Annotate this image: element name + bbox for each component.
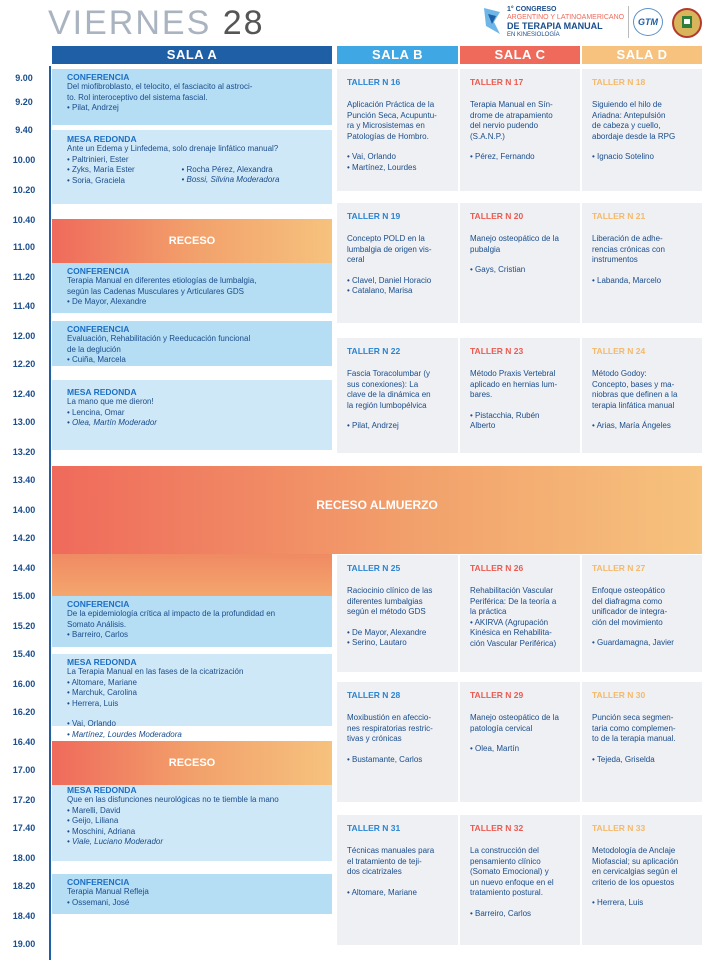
session-a-1 (52, 69, 332, 125)
time-label: 10.00 (12, 155, 36, 165)
session-title-1: Del miofibroblasto, el telocito, el fasciacito al astroci- (67, 82, 253, 91)
moderator: • Martínez, Lourdes Moderadora (67, 729, 182, 739)
workshop-speaker: • De Mayor, Alexandre (347, 627, 427, 637)
workshop-title-line: pubalgia (470, 244, 501, 254)
time-label: 17.20 (12, 795, 36, 805)
speaker: • Altomare, Mariane (67, 677, 137, 687)
workshop-title-line: Raciocinio clínico de las (347, 586, 433, 595)
room-header-c: SALA C (460, 46, 580, 64)
workshop-title-line: Kinésica en Rehabilita- (470, 628, 552, 637)
workshop-id: TALLER N 20 (470, 211, 524, 221)
workshop-id: TALLER N 18 (592, 77, 646, 87)
time-label: 9.20 (15, 97, 33, 107)
session-title: Ante un Edema y Linfedema, solo drenaje linfático manual? (67, 144, 279, 153)
spacer (347, 142, 452, 152)
logo-line-4: EN KINESIOLOGÍA (507, 32, 560, 38)
workshop-title-line: Fascia Toracolumbar (y (347, 369, 430, 378)
session-a-5 (52, 380, 332, 450)
spacer (470, 401, 574, 411)
workshop-card (337, 555, 458, 672)
workshop-title-line: Ariadna: Antepulsión (592, 110, 666, 120)
session-type: CONFERENCIA (67, 324, 130, 334)
workshop-card (460, 338, 580, 453)
time-label: 15.40 (12, 649, 36, 659)
workshop-title-line: pensamiento clínico (470, 856, 541, 866)
session-title-1: Evaluación, Rehabilitación y Reeducación funcional (67, 334, 251, 343)
session-type: CONFERENCIA (67, 599, 130, 609)
workshop-speaker: • Pistacchia, Rubén (470, 410, 540, 420)
logo-divider (628, 6, 629, 38)
workshop-title-line: diferentes lumbalgias (347, 596, 423, 606)
workshop-title-line: del nervio pudendo (470, 121, 539, 130)
gtm-logo-icon (633, 8, 663, 36)
workshop-title-line: Concepto, bases y ma- (592, 379, 675, 389)
workshop-id: TALLER N 22 (347, 346, 401, 356)
workshop-id: TALLER N 26 (470, 563, 524, 573)
workshop-title-line: Terapia Manual en Sín- (470, 100, 553, 109)
time-label: 15.20 (12, 621, 36, 631)
spacer (347, 411, 452, 421)
session-title: La Terapia Manual en las fases de la cicatrización (67, 667, 244, 676)
workshop-id: TALLER N 23 (470, 346, 524, 356)
workshop-title-line: de cabeza y cuello, (592, 121, 661, 130)
timeline-axis (49, 66, 51, 960)
workshop-title-line: Patologías de Hombro. (347, 131, 429, 141)
room-header-b: SALA B (337, 46, 458, 64)
spacer (347, 745, 452, 755)
workshop-id: TALLER N 17 (470, 77, 524, 87)
spacer (470, 899, 574, 909)
time-label: 16.00 (12, 679, 36, 689)
workshop-title-line: Metodología de Anclaje (592, 846, 676, 855)
congress-logo-icon (480, 6, 504, 36)
time-label: 10.20 (12, 185, 36, 195)
break-a-1: RECESO (52, 219, 332, 263)
workshop-title-line: Método Godoy: (592, 369, 647, 378)
speaker: • Moschini, Adriana (67, 826, 136, 836)
workshop-id: TALLER N 30 (592, 690, 646, 700)
time-label: 14.40 (12, 563, 36, 573)
workshop-card (582, 203, 702, 323)
workshop-title-line: la práctica (470, 607, 507, 616)
time-label: 14.20 (12, 533, 36, 543)
workshop-title-line: un nuevo enfoque en el (470, 877, 554, 887)
session-type: MESA REDONDA (67, 785, 137, 795)
workshop-title-line: Aplicación Práctica de la (347, 100, 435, 109)
workshop-speaker: • Ignacio Sotelino (592, 152, 654, 161)
spacer (592, 745, 696, 755)
workshop-id: TALLER N 32 (470, 823, 524, 833)
workshop-title-line: niobras que definen a la (592, 390, 678, 399)
workshop-title-line: dos cicatrizales (347, 867, 402, 876)
workshop-title-line: (S.A.N.P.) (470, 131, 505, 141)
workshop-id: TALLER N 24 (592, 346, 646, 356)
time-label: 15.00 (12, 591, 36, 601)
workshop-speaker: • Altomare, Mariane (347, 887, 417, 897)
speaker: • Marchuk, Carolina (67, 688, 137, 697)
session-title-2: según las Cadenas Musculares y Articulares GDS (67, 286, 244, 296)
workshop-title-line: sus conexiones): La (347, 379, 419, 389)
workshop-speaker: • Labanda, Marcelo (592, 275, 662, 285)
session-a-8 (52, 785, 332, 861)
session-title-2: Somato Análisis. (67, 619, 127, 629)
speaker: • Herrera, Luis (67, 698, 119, 708)
moderator: • Bossi, Silvina Moderadora (181, 175, 280, 184)
time-label: 11.00 (12, 242, 36, 252)
session-type: CONFERENCIA (67, 72, 130, 82)
workshop-card (337, 338, 458, 453)
time-label: 10.40 (12, 215, 36, 225)
workshop-card (582, 69, 702, 191)
speaker: • Paltrinieri, Ester (67, 154, 129, 164)
logo-line-1: 1° CONGRESO (507, 6, 557, 13)
workshop-speaker: Alberto (470, 421, 496, 430)
session-a-2 (52, 130, 332, 204)
workshop-title-line: aplicado en hernias lum- (470, 379, 558, 389)
workshop-card (337, 69, 458, 191)
speaker: • Rocha Pérez, Alexandra (181, 164, 273, 174)
break-a-2: RECESO (52, 741, 332, 785)
spacer (592, 888, 696, 898)
workshop-speaker: • Herrera, Luis (592, 898, 644, 907)
workshop-title-line: unificador de integra- (592, 607, 668, 616)
workshop-title-line: Concepto POLD en la (347, 234, 425, 243)
workshop-title-line: rencias crónicas con (592, 244, 665, 254)
workshop-title-line: criterio de los opuestos (592, 877, 675, 887)
workshop-title-line: drome de atrapamiento (470, 110, 553, 120)
workshop-title-line: ra y Microsistemas en (347, 121, 425, 130)
workshop-title-line: ción Vascular Periférica) (470, 638, 557, 648)
time-label: 11.40 (12, 301, 36, 311)
workshop-speaker: • Barreiro, Carlos (470, 908, 532, 918)
moderator: • Viale, Luciano Moderador (67, 837, 164, 846)
session-title-2: to. Rol interoceptivo del sistema fascial. (67, 92, 208, 102)
workshop-title-line: abordaje desde la RPG (592, 131, 676, 141)
speaker: • Soria, Graciela (67, 175, 125, 185)
session-a-7 (52, 654, 332, 739)
time-label: 18.20 (12, 881, 36, 891)
moderator: • Olea, Martín Moderador (67, 418, 157, 427)
workshop-speaker: • Tejeda, Griselda (592, 754, 655, 764)
session-title: Que en las disfunciones neurológicas no te tiemble la mano (67, 795, 279, 804)
workshop-speaker: • Arias, María Ángeles (592, 421, 671, 430)
spacer (592, 142, 696, 152)
session-type: MESA REDONDA (67, 134, 137, 144)
workshop-id: TALLER N 19 (347, 211, 401, 221)
time-label: 9.00 (15, 73, 33, 83)
session-type: MESA REDONDA (67, 657, 137, 667)
workshop-title-line: Miofascial; su aplicación (592, 856, 679, 866)
workshop-title-line: la región lumbopélvica (347, 400, 427, 410)
speaker: • Ossemani, José (67, 897, 130, 907)
time-label: 17.40 (12, 823, 36, 833)
lunch-break-label: RECESO ALMUERZO (316, 498, 438, 512)
day-number: 28 (222, 4, 265, 42)
workshop-id: TALLER N 21 (592, 211, 646, 221)
workshop-title-line: Liberación de adhe- (592, 234, 663, 243)
workshop-card (582, 682, 702, 802)
time-label: 12.00 (12, 331, 36, 341)
time-label: 12.40 (12, 389, 36, 399)
session-a-9 (52, 874, 332, 914)
gtm-logo-text: GTM (638, 17, 658, 27)
workshop-title-line: tivas y crónicas (347, 734, 402, 743)
workshop-title-line: Punción Seca, Acupuntu- (347, 110, 437, 120)
workshop-speaker: • Gays, Cristian (470, 265, 526, 274)
workshop-title-line: del diafragma como (592, 596, 663, 606)
workshop-speaker: • Serino, Lautaro (347, 638, 407, 647)
workshop-title-line: • AKIRVA (Agrupación (470, 617, 549, 627)
workshop-speaker: • Pilat, Andrzej (347, 421, 399, 430)
workshop-id: TALLER N 16 (347, 77, 401, 87)
workshop-title-line: Técnicas manuales para (347, 846, 435, 855)
speaker: • Cuiña, Marcela (67, 355, 126, 364)
workshop-title-line: en cervicalgias según el (592, 867, 678, 876)
workshop-speaker: • Martínez, Lourdes (347, 162, 417, 172)
workshop-title-line: instrumentos (592, 255, 638, 264)
time-label: 13.40 (12, 475, 36, 485)
workshop-title-line: Moxibustión en afeccio- (347, 713, 432, 722)
speaker: • Barreiro, Carlos (67, 630, 129, 639)
room-header-d: SALA D (582, 46, 702, 64)
workshop-card (460, 682, 580, 802)
workshop-card (337, 815, 458, 945)
session-title-2: de la deglución (67, 344, 121, 354)
logo-line-3: DE TERAPIA MANUAL (507, 21, 603, 31)
workshop-id: TALLER N 27 (592, 563, 646, 573)
speaker: • Vai, Orlando (67, 719, 116, 728)
workshop-speaker: • Guardamagna, Javier (592, 638, 674, 647)
spacer (470, 142, 574, 152)
spacer (347, 878, 452, 888)
time-label: 11.20 (12, 272, 36, 282)
session-title: Terapia Manual Refleja (67, 887, 149, 896)
session-a-3 (52, 263, 332, 313)
workshop-card (582, 815, 702, 945)
session-type: CONFERENCIA (67, 266, 130, 276)
day-title (48, 4, 265, 43)
workshop-title-line: ción del movimiento (592, 617, 663, 627)
workshop-card (582, 338, 702, 453)
workshop-title-line: La construcción del (470, 846, 539, 855)
workshop-id: TALLER N 28 (347, 690, 401, 700)
workshop-speaker: • Bustamante, Carlos (347, 754, 423, 764)
workshop-card (337, 203, 458, 323)
speaker: • Zyks, María Ester (67, 165, 135, 174)
workshop-title-line: taria como complemen- (592, 723, 676, 733)
workshop-id: TALLER N 31 (347, 823, 401, 833)
session-title-1: Terapia Manual en diferentes etiologías de lumbalgia, (67, 276, 257, 285)
workshop-title-line: Siguiendo el hilo de (592, 100, 662, 109)
time-label: 12.20 (12, 359, 36, 369)
lunch-break-extension (52, 554, 332, 596)
workshop-title-line: Enfoque osteopático (592, 586, 665, 595)
logo-line-2: ARGENTINO Y LATINOAMERICANO (507, 14, 625, 21)
time-label: 16.20 (12, 707, 36, 717)
workshop-title-line: patología cervical (470, 723, 533, 733)
workshop-card (460, 69, 580, 191)
speaker: • Geijo, Liliana (67, 816, 119, 825)
workshop-speaker: • Vai, Orlando (347, 152, 396, 161)
workshop-speaker: • Catalano, Marisa (347, 286, 413, 295)
session-title-1: De la epidemiología crítica al impacto de la profundidad en (67, 609, 276, 618)
workshop-id: TALLER N 25 (347, 563, 401, 573)
workshop-title-line: bares. (470, 390, 493, 399)
workshop-speaker: • Pérez, Fernando (470, 152, 535, 161)
workshop-title-line: to de la terapia manual. (592, 734, 676, 743)
time-label: 13.00 (12, 417, 36, 427)
spacer (347, 618, 452, 628)
workshop-speaker: • Clavel, Daniel Horacio (347, 275, 432, 285)
session-title: La mano que me dieron! (67, 397, 154, 406)
workshop-title-line: tratamiento postural. (470, 888, 543, 897)
spacer (592, 411, 696, 421)
session-a-6 (52, 596, 332, 647)
speaker: • Lencina, Omar (67, 407, 125, 417)
time-label: 18.00 (12, 853, 36, 863)
time-label: 17.00 (12, 765, 36, 775)
spacer (592, 266, 696, 276)
workshop-title-line: Rehabilitación Vascular (470, 586, 554, 595)
workshop-title-line: Manejo osteopático de la (470, 713, 559, 722)
session-type: MESA REDONDA (67, 387, 137, 397)
workshop-title-line: ceral (347, 255, 365, 264)
time-label: 19.00 (12, 939, 36, 949)
speaker: • Marelli, David (67, 805, 121, 815)
session-a-4 (52, 321, 332, 366)
workshop-id: TALLER N 29 (470, 690, 524, 700)
workshop-title-line: lumbalgia de origen vis- (347, 244, 432, 254)
shield-logo-icon (672, 8, 702, 38)
spacer (470, 255, 574, 265)
workshop-title-line: clave de la dinámica en (347, 390, 431, 399)
workshop-card (582, 555, 702, 672)
session-type: CONFERENCIA (67, 877, 130, 887)
workshop-title-line: nes respiratorias restric- (347, 723, 433, 733)
workshop-id: TALLER N 33 (592, 823, 646, 833)
spacer (592, 628, 696, 638)
speaker: • De Mayor, Alexandre (67, 297, 147, 306)
workshop-title-line: el tratamiento de teji- (347, 856, 422, 866)
workshop-title-line: Punción seca segmen- (592, 713, 674, 722)
workshop-title-line: terapia linfática manual (592, 400, 675, 410)
time-label: 18.40 (12, 911, 36, 921)
workshop-title-line: (Somato Emocional) y (470, 867, 549, 876)
workshop-card (460, 555, 580, 672)
workshop-card (460, 203, 580, 323)
workshop-card (460, 815, 580, 945)
workshop-speaker: • Olea, Martín (470, 744, 520, 753)
spacer (470, 734, 574, 744)
speaker: • Pilat, Andrzej (67, 103, 119, 112)
workshop-card (337, 682, 458, 802)
time-label: 13.20 (12, 447, 36, 457)
workshop-title-line: Periférica: De la teoría a (470, 596, 557, 606)
room-header-a: SALA A (52, 46, 332, 64)
spacer (347, 266, 452, 276)
workshop-title-line: Manejo osteopático de la (470, 234, 559, 243)
workshop-title-line: según el método GDS (347, 607, 426, 616)
time-label: 9.40 (15, 125, 33, 135)
workshop-title-line: Método Praxis Vertebral (470, 369, 556, 378)
day-name: VIERNES (48, 4, 212, 42)
time-label: 14.00 (12, 505, 36, 515)
time-label: 16.40 (12, 737, 36, 747)
